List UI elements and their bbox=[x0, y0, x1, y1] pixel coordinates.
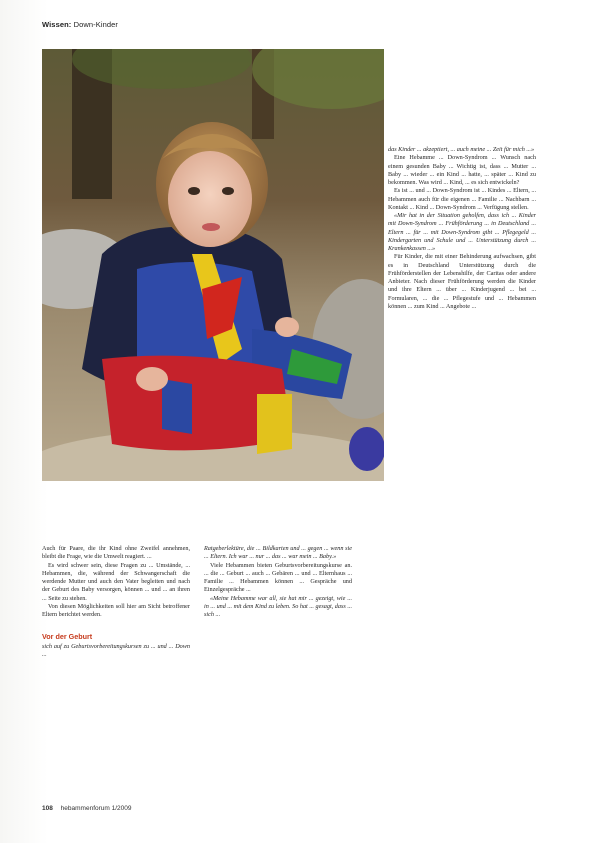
child-photo-illustration bbox=[42, 49, 384, 481]
paragraph: Viele Hebammen bieten Geburtsvorbereitungskurse an. ... die ... Geburt ... auch ... Gebären ... und ... Elternhaus ... Familie ... Hebammen können ... Gespräche und Einzelgespräche ... bbox=[204, 561, 352, 594]
paragraph: Auch für Paare, die ihr Kind ohne Zweifel annehmen, bleibt die Frage, wie die Umwelt reagiert. ... bbox=[42, 545, 190, 561]
page-footer bbox=[42, 805, 132, 812]
child-photo bbox=[42, 49, 384, 481]
paragraph: Eine Hebamme ... Down-Syndrom ... Wunsch nach einem gesunden Baby ... Wichtig ist, dass ... Mutter ... Baby ... wieder ... ein Kind ... hatte, ... später ... Kind zu bekommen. Was wird ... Kind, ... es sich entwickeln? bbox=[388, 154, 536, 186]
running-head bbox=[42, 20, 118, 29]
paragraph: «Meine Hebamme war all, sie hat mir ... gezeigt, wie ... in ... und ... mit dem Kind zu leben. So hat ... gesagt, dass ... sich ... bbox=[204, 594, 352, 618]
paragraph: Es ist ... und ... Down-Syndrom ist ... Kindes ... Eltern, ... Hebammen auch für die eigenen ... Familie ... Nachbarn ... Kontakt ... Kind ... Down-Syndrom ... Verfügung stellen. bbox=[388, 187, 536, 211]
paragraph: «Mir hat in der Situation geholfen, dass ich ... Kinder mit Down-Syndrom ... Frühförderung ... in Deutschland ... Eltern ... für ... mit Down-Syndrom gibt ... Pflegegeld ... Kindergarten und Schule und ... Unterstützung durch ... Krankenkassen ...» bbox=[388, 212, 536, 252]
paragraph: Von diesen Möglichkeiten soll hier am Sicht betroffener Eltern berichtet werden. bbox=[42, 602, 190, 618]
page-number: 108 bbox=[42, 805, 53, 812]
paragraph: sich auf zu Geburtsvorbereitungskursen zu ... und ... Down ... bbox=[42, 642, 190, 658]
section-subhead: Vor der Geburt bbox=[42, 632, 93, 642]
paragraph: Es wird schwer sein, diese Fragen zu ... Umstände, ... Hebammen, die, während der Schwangerschaft die werdende Mutter und auch den Vater begleiten und nach der Geburt des Baby versorgen, können ... und ... an ihren ... Seite zu stehen. bbox=[42, 561, 190, 602]
topic-label: Down-Kinder bbox=[73, 20, 119, 29]
paragraph: Ratgeberlektüre, die ... Bildkarten und ... gegen ... wenn sie ... Eltern. Ich war ... nur ... das ... war mein ... Baby.» bbox=[204, 545, 352, 561]
magazine-name: hebammenforum 1/2009 bbox=[60, 805, 132, 812]
text-column-1 bbox=[42, 545, 190, 659]
paragraph: das Kinder ... akzeptiert, ... auch meine ... Zeit für mich ...» bbox=[388, 146, 535, 153]
section-label: Wissen: bbox=[42, 20, 72, 29]
paragraph: Für Kinder, die mit einer Behinderung aufwachsen, gibt es in Deutschland Unterstützung durch die Frühförderstellen der Lebenshilfe, der Caritas oder andere Anbieter. Nach dieser Frühförderung werden die Kinder und ihre Eltern ... über ... Kinderjugend ... bei ... Formularen, ... die ... Pflegestufe und ... Hebammen können ... zum Kind ... Angebote ... bbox=[388, 253, 536, 310]
text-column-3 bbox=[388, 146, 536, 311]
text-column-2 bbox=[204, 545, 352, 619]
